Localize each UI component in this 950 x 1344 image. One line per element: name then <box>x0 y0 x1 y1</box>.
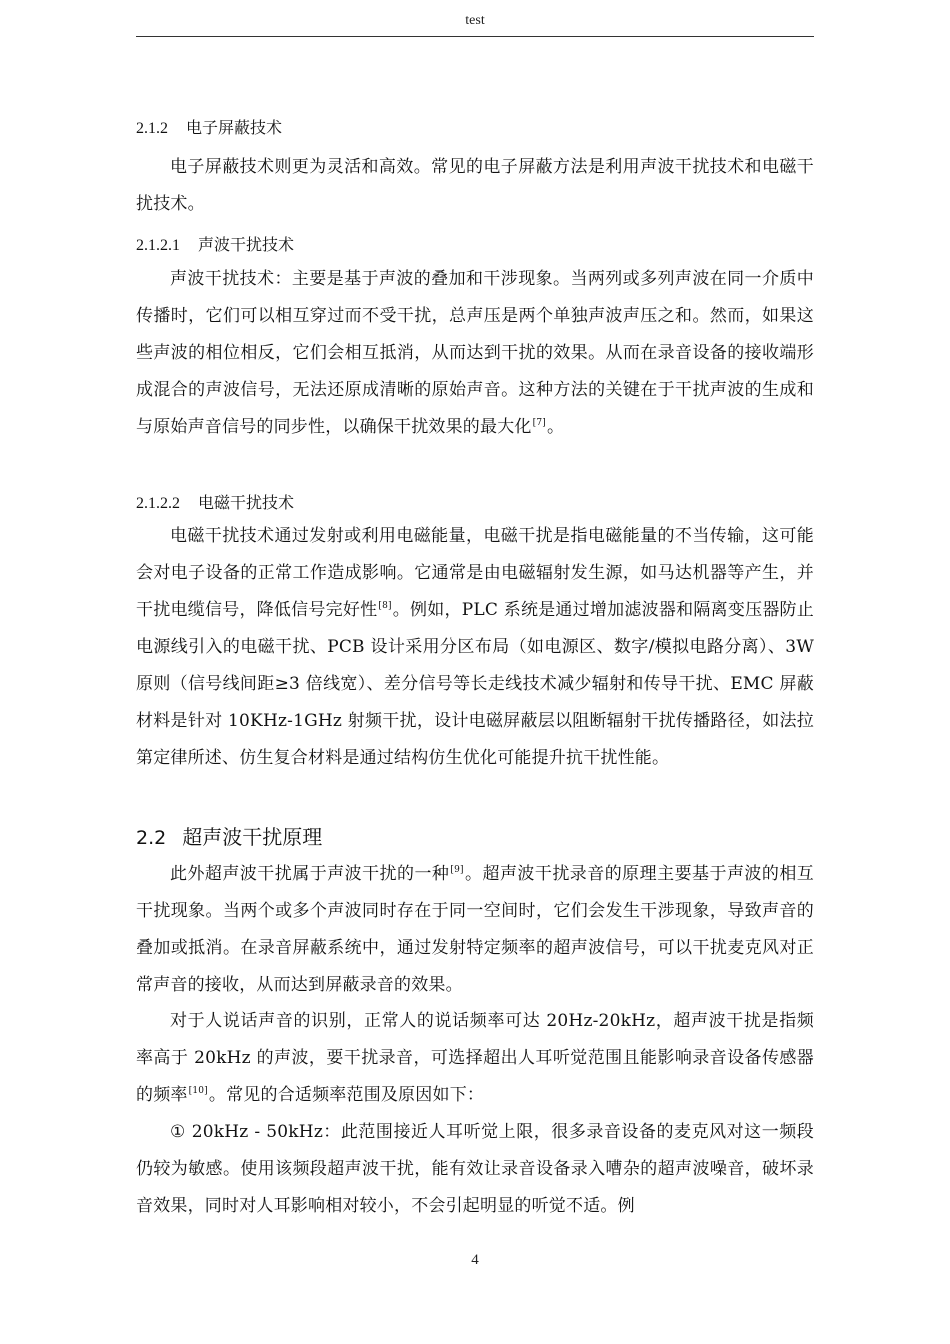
page-header: test <box>465 13 485 28</box>
heading-2-1-2-2 <box>136 490 294 513</box>
paragraph-text: 电磁干扰技术通过发射或利用电磁能量，电磁干扰是指电磁能量的不当传输，这可能会对电子设备的正常工作造成影响。它通常是由电磁辐射发生源，如马达机器等产生，并干扰电缆信号，降低信号完好性 <box>136 526 814 620</box>
citation-ref[interactable]: [8] <box>378 601 392 611</box>
paragraph-text: 声波干扰技术：主要是基于声波的叠加和干涉现象。当两列或多列声波在同一介质中传播时，它们可以相互穿过而不受干扰，总声压是两个单独声波声压之和。然而，如果这些声波的相位相反，它们会相互抵消，从而达到干扰的效果。从而在录音设备的接收端形成混合的声波信号，无法还原成清晰的原始声音。这种方法的关键在于干扰声波的生成和与原始声音信号的同步性，以确保干扰效果的最大化 <box>136 269 814 437</box>
citation-ref[interactable]: [10] <box>188 1086 208 1096</box>
heading-number: 2.1.2.1 <box>136 237 180 254</box>
page-number: 4 <box>471 1252 479 1268</box>
citation-ref[interactable]: [7] <box>532 418 546 428</box>
paragraph-text: 。例如，PLC 系统是通过增加滤波器和隔离变压器防止电源线引入的电磁干扰、PCB 设计采用分区布局（如电源区、数字/模拟电路分离）、3W 原则（信号线间距≥3 倍线宽）、差分信号等长走线技术减少辐射和传导干扰、EMC 屏蔽材料是针对 10KHz-1GHz 射频干扰，设计电磁屏蔽层以阻断辐射干扰传播路径，如法拉第定律所述、仿生复合材料是通过结构仿生优化可能提升抗干扰性能。 <box>136 600 814 768</box>
paragraph-electronic-shielding: 电子屏蔽技术则更为灵活和高效。常见的电子屏蔽方法是利用声波干扰技术和电磁干扰技术。 <box>136 157 814 214</box>
heading-number: 2.1.2.2 <box>136 495 180 512</box>
heading-2-1-2 <box>136 115 282 138</box>
heading-number: 2.2 <box>136 827 167 849</box>
heading-number: 2.1.2 <box>136 120 168 137</box>
paragraph-frequency-selection <box>136 1003 814 1114</box>
paragraph-text: 此外超声波干扰属于声波干扰的一种 <box>170 864 450 884</box>
heading-title: 超声波干扰原理 <box>182 825 323 849</box>
paragraph-text: 对于人说话声音的识别，正常人的说话频率可达 20Hz-20kHz，超声波干扰是指频率高于 20kHz 的声波，要干扰录音，可选择超出人耳听觉范围且能影响录音设备传感器的频率 <box>136 1011 814 1105</box>
heading-2-1-2-1 <box>136 232 294 255</box>
paragraph-text: 。常见的合适频率范围及原因如下： <box>208 1085 485 1105</box>
heading-title: 电磁干扰技术 <box>198 493 295 512</box>
paragraph-ultrasonic-principle <box>136 856 814 1004</box>
citation-ref[interactable]: [9] <box>450 865 464 875</box>
paragraph-frequency-range-1: ① 20kHz - 50kHz：此范围接近人耳听觉上限，很多录音设备的麦克风对这一频段仍较为敏感。使用该频段超声波干扰，能有效让录音设备录入嘈杂的超声波噪音，破坏录音效果，同时对人耳影响相对较小，不会引起明显的听觉不适。例 <box>136 1122 814 1216</box>
header-divider <box>136 36 814 37</box>
paragraph-acoustic-interference <box>136 261 814 446</box>
paragraph-text: 。 <box>546 417 565 437</box>
paragraph-text: 。超声波干扰录音的原理主要基于声波的相互干扰现象。当两个或多个声波同时存在于同一空间时，它们会发生干涉现象，导致声音的叠加或抵消。在录音屏蔽系统中，通过发射特定频率的超声波信号，可以干扰麦克风对正常声音的接收，从而达到屏蔽录音的效果。 <box>136 864 815 995</box>
heading-2-2 <box>136 821 322 850</box>
heading-title: 电子屏蔽技术 <box>186 118 283 137</box>
paragraph-electromagnetic-interference <box>136 518 814 777</box>
heading-title: 声波干扰技术 <box>198 235 295 254</box>
